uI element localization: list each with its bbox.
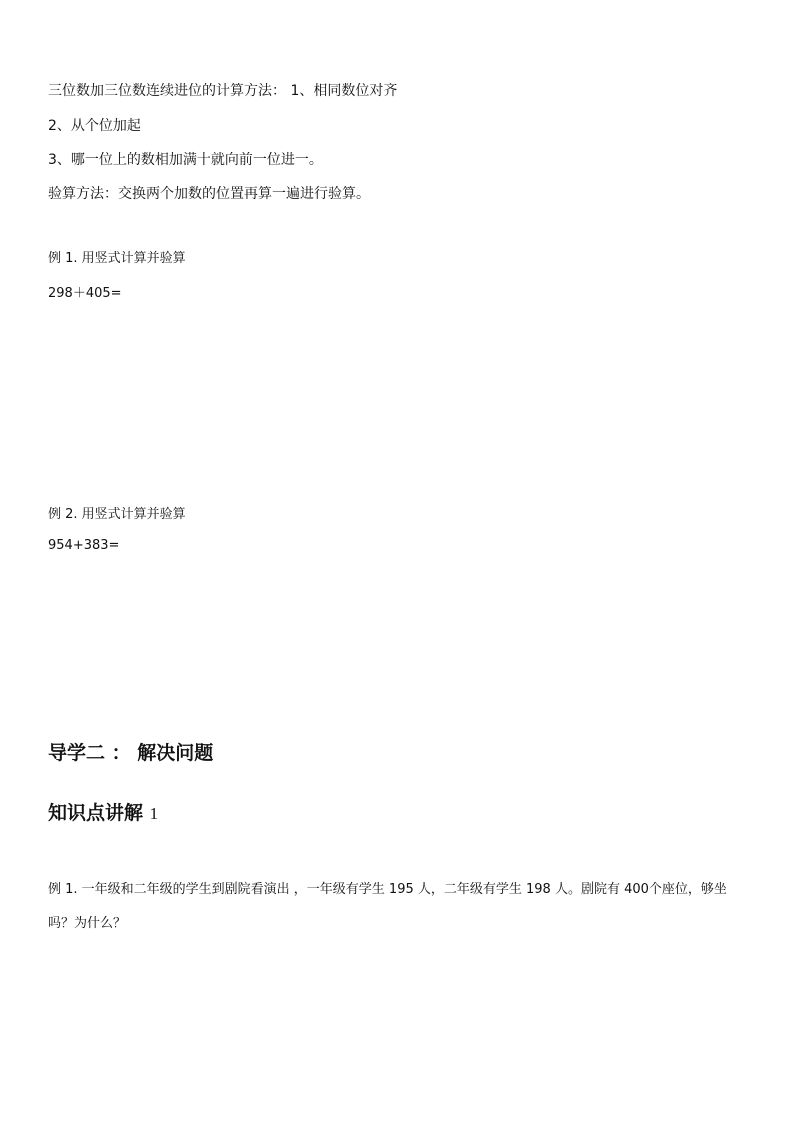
example-2-title: 例 2. 用竖式计算并验算: [48, 507, 186, 522]
check-method: 验算方法：交换两个加数的位置再算一遍进行验算。: [48, 186, 370, 202]
problem-1-text: 例 1. 一年级和二年级的学生到剧院看演出 ，一年级有学生 195 人，二年级有学生 198 人。剧院有 400个座位，够坐吗？为什么？: [48, 882, 727, 931]
section-heading: 导学二 ： 解决问题: [48, 742, 214, 764]
knowledge-heading-number: 1: [149, 804, 159, 823]
example-1-title: 例 1. 用竖式计算并验算: [48, 251, 186, 266]
method-step-2: 2、从个位加起: [48, 118, 141, 134]
method-intro: 三位数加三位数连续进位的计算方法： 1、相同数位对齐: [48, 83, 398, 99]
example-1-expression: 298＋405=: [48, 286, 122, 301]
knowledge-heading-text: 知识点讲解: [48, 802, 144, 824]
example-2-expression: 954+383=: [48, 538, 120, 553]
method-step-3: 3、哪一位上的数相加满十就向前一位进一。: [48, 152, 323, 168]
knowledge-heading: [48, 801, 158, 826]
